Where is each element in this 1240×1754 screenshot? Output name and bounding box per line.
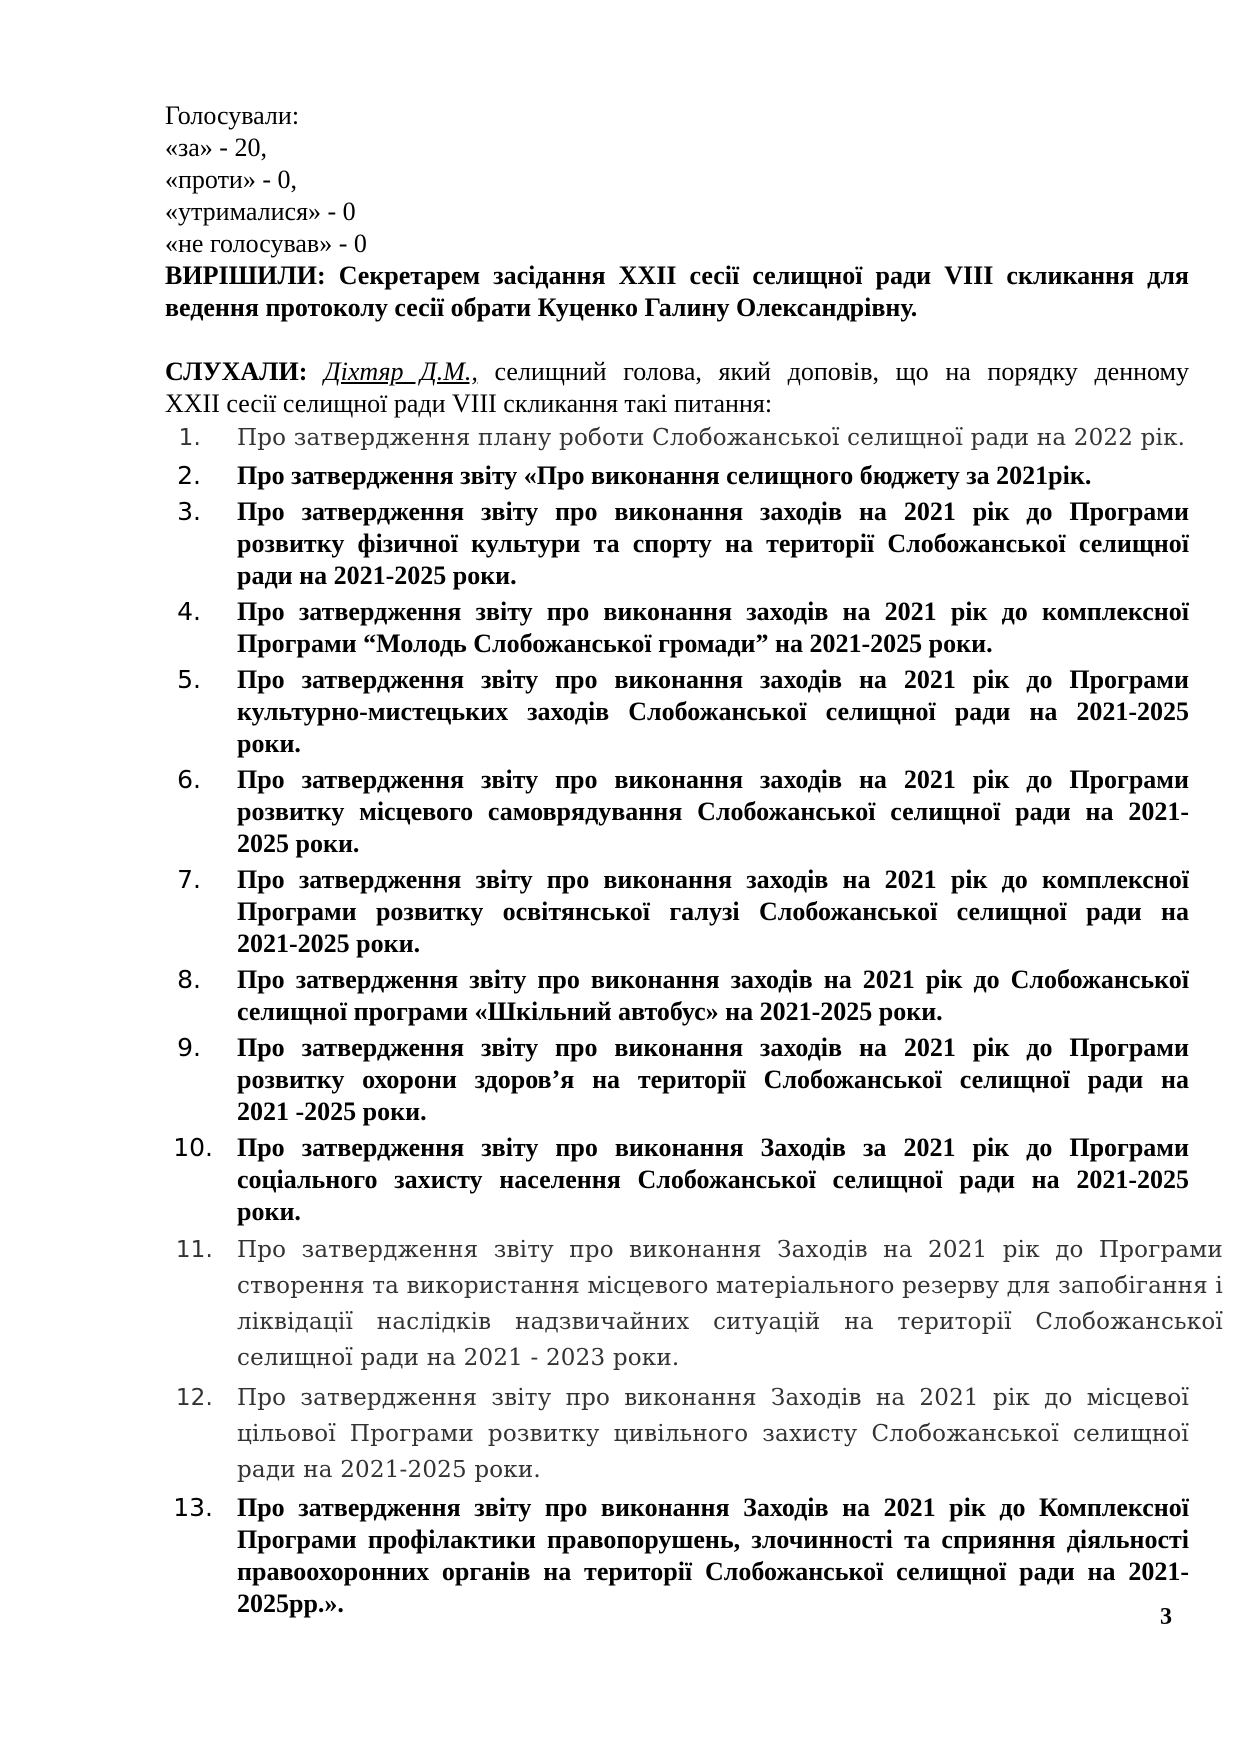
agenda-line: селищної програми «Шкільний автобус» на 2021-2025 роки.: [237, 997, 943, 1026]
agenda-list: [165, 420, 1223, 1620]
agenda-line: Про затвердження плану роботи Слобожанської селищної ради на 2022 рік.: [237, 425, 1186, 451]
agenda-line: селищної ради на 2021 - 2023 роки.: [237, 1345, 680, 1371]
agenda-item-number: 12.: [175, 1385, 213, 1411]
agenda-line: Програми “Молодь Слобожанської громади” на 2021-2025 роки.: [237, 629, 993, 658]
agenda-line: розвитку фізичної культури та спорту на території Слобожанської селищної: [237, 529, 1189, 558]
agenda-item-2: [165, 460, 1189, 492]
heard-paragraph-line1: [165, 356, 1189, 388]
speaker-name: Діхтяр Д.М.,: [324, 357, 478, 386]
agenda-line: 2025рр.».: [237, 1589, 344, 1618]
agenda-item-text: [237, 664, 1189, 760]
agenda-item-text: [237, 1380, 1189, 1488]
agenda-item-1: [165, 420, 1189, 456]
agenda-line: розвитку місцевого самоврядування Слобожанської селищної ради на 2021-: [237, 797, 1189, 826]
decision-text-2: ведення протоколу сесії обрати Куценко Галину Олександрівну.: [165, 293, 918, 322]
vote-abstained: «утрималися» - 0: [165, 197, 356, 226]
agenda-item-text: [237, 1132, 1189, 1228]
agenda-item-number: 9.: [177, 1033, 201, 1062]
agenda-line: роки.: [237, 729, 301, 758]
agenda-item-number: 8.: [177, 965, 201, 994]
decision-label: ВИРІШИЛИ:: [165, 261, 326, 290]
agenda-line: Про затвердження звіту про виконання заходів на 2021 рік до комплексної: [237, 597, 1189, 626]
agenda-line: 2021-2025 роки.: [237, 929, 421, 958]
vote-against: «проти» - 0,: [165, 165, 298, 194]
agenda-item-text: [237, 1032, 1189, 1128]
agenda-item-number: 6.: [177, 765, 201, 794]
agenda-line: Про затвердження звіту про виконання заходів на 2021 рік до комплексної: [237, 865, 1189, 894]
agenda-line: ради на 2021-2025 роки.: [237, 1457, 541, 1483]
agenda-item-number: 3.: [177, 497, 201, 526]
heard-text-1: селищний голова, який доповів, що на порядку денному: [477, 357, 1190, 386]
agenda-line: правоохоронних органів на території Слобожанської селищної ради на 2021-: [237, 1557, 1189, 1586]
agenda-line: культурно-мистецьких заходів Слобожанської селищної ради на 2021-2025: [237, 697, 1189, 726]
agenda-item-number: 13.: [173, 1493, 213, 1522]
heard-label: СЛУХАЛИ:: [165, 357, 308, 386]
votes-header: Голосували:: [165, 101, 300, 130]
agenda-item-number: 5.: [177, 665, 201, 694]
document-page: [165, 100, 1223, 1620]
agenda-item-text: [237, 964, 1189, 1028]
agenda-line: Програми профілактики правопорушень, злочинності та сприяння діяльності: [237, 1525, 1189, 1554]
agenda-line: Про затвердження звіту про виконання заходів на 2021 рік до Програми: [237, 497, 1189, 526]
agenda-item-text: [237, 1232, 1223, 1376]
agenda-item-6: [165, 764, 1189, 860]
agenda-line: Про затвердження звіту про виконання Заходів за 2021 рік до Програми: [237, 1133, 1189, 1162]
agenda-item-number: 7.: [177, 865, 201, 894]
agenda-line: 2025 роки.: [237, 829, 360, 858]
heard-text-2: XXII сесії селищної ради VIII скликання такі питання:: [165, 389, 773, 418]
agenda-line: розвитку охорони здоров’я на території Слобожанської селищної ради на: [237, 1065, 1189, 1094]
agenda-item-10: [165, 1132, 1189, 1228]
agenda-item-number: 10.: [173, 1133, 213, 1162]
decision-paragraph-line1: [165, 260, 1189, 292]
page-number: 3: [1160, 1604, 1172, 1630]
agenda-line: ліквідації наслідків надзвичайних ситуацій на території Слобожанської: [237, 1309, 1223, 1335]
agenda-line: Програми розвитку освітянської галузі Слобожанської селищної ради на: [237, 897, 1189, 926]
agenda-item-text: [237, 596, 1189, 660]
agenda-line: Про затвердження звіту про виконання заходів на 2021 рік до Слобожанської: [237, 965, 1189, 994]
agenda-item-13: [165, 1492, 1189, 1620]
agenda-item-text: [237, 864, 1189, 960]
agenda-line: Про затвердження звіту про виконання заходів на 2021 рік до Програми: [237, 765, 1189, 794]
agenda-item-number: 1.: [178, 425, 201, 451]
agenda-item-9: [165, 1032, 1189, 1128]
agenda-line: Про затвердження звіту про виконання заходів на 2021 рік до Програми: [237, 665, 1189, 694]
vote-not-voted: «не голосував» - 0: [165, 229, 367, 258]
agenda-item-text: [237, 764, 1189, 860]
agenda-line: Про затвердження звіту «Про виконання селищного бюджету за 2021рік.: [237, 461, 1092, 490]
agenda-item-8: [165, 964, 1189, 1028]
agenda-item-12: [165, 1380, 1189, 1488]
agenda-line: 2021 -2025 роки.: [237, 1097, 427, 1126]
agenda-item-number: 11.: [175, 1237, 213, 1263]
agenda-item-text: [237, 420, 1189, 456]
agenda-line: створення та використання місцевого матеріального резерву для запобігання і: [237, 1273, 1223, 1299]
agenda-item-text: [237, 460, 1189, 492]
agenda-item-text: [237, 1492, 1189, 1620]
agenda-item-text: [237, 496, 1189, 592]
agenda-line: ради на 2021-2025 роки.: [237, 561, 517, 590]
agenda-line: Про затвердження звіту про виконання Заходів на 2021 рік до Програми: [237, 1237, 1223, 1263]
decision-text-1: Секретарем засідання XXII сесії селищної ради VIII скликання для: [325, 261, 1189, 290]
agenda-item-11: [165, 1232, 1223, 1376]
vote-for: «за» - 20,: [165, 133, 267, 162]
agenda-item-5: [165, 664, 1189, 760]
agenda-line: соціального захисту населення Слобожанської селищної ради на 2021-2025: [237, 1165, 1189, 1194]
agenda-line: роки.: [237, 1197, 301, 1226]
agenda-item-number: 2.: [177, 461, 201, 490]
agenda-line: Про затвердження звіту про виконання заходів на 2021 рік до Програми: [237, 1033, 1189, 1062]
agenda-item-3: [165, 496, 1189, 592]
agenda-line: Про затвердження звіту про виконання Заходів на 2021 рік до Комплексної: [237, 1493, 1189, 1522]
agenda-line: Про затвердження звіту про виконання Заходів на 2021 рік до місцевої: [237, 1385, 1189, 1411]
agenda-item-4: [165, 596, 1189, 660]
agenda-line: цільової Програми розвитку цивільного захисту Слобожанської селищної: [237, 1421, 1189, 1447]
agenda-item-number: 4.: [177, 597, 201, 626]
agenda-item-7: [165, 864, 1189, 960]
